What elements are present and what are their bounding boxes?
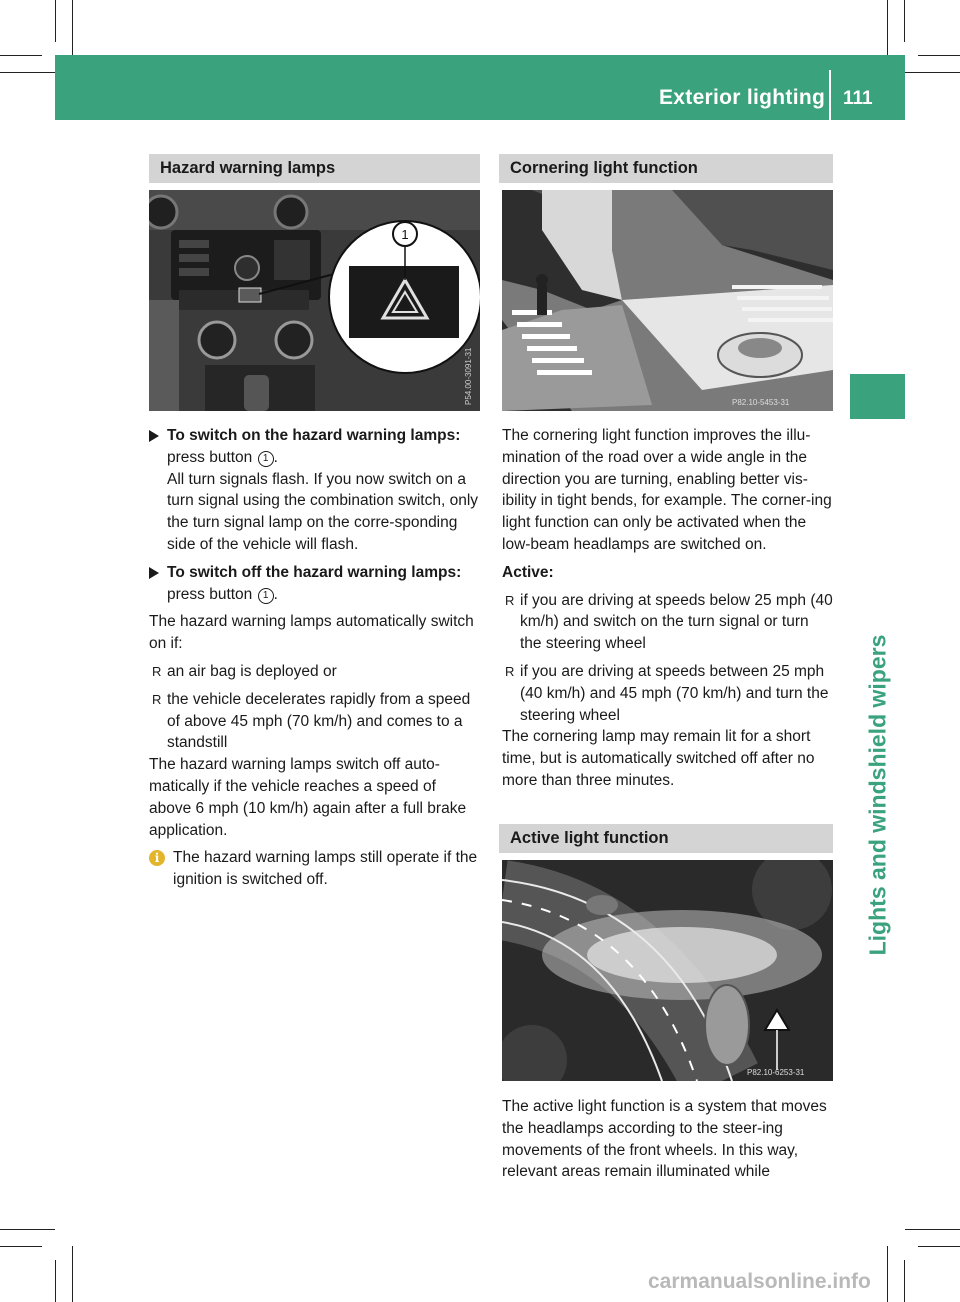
header-divider (829, 70, 831, 120)
section-heading-active-light: Active light function (499, 824, 833, 853)
image-code: P82.10-6253-31 (747, 1068, 805, 1077)
step-title: To switch off the hazard warning lamps: (167, 563, 462, 581)
list-item (502, 661, 834, 726)
list-item (502, 590, 834, 655)
image-code: P82.10-5453-31 (732, 398, 790, 407)
page-title: Exterior lighting (659, 86, 826, 109)
left-text-column (149, 425, 481, 891)
bullet-icon: R (505, 663, 515, 679)
step-text: . (273, 448, 278, 466)
crop-mark (904, 0, 905, 42)
crop-mark (55, 0, 56, 42)
hazard-switch-photo (149, 190, 480, 411)
section-heading-hazard: Hazard warning lamps (149, 154, 480, 183)
callout-1: 1 (258, 588, 274, 604)
image-code: P54.00-3091-31 (464, 347, 473, 405)
list-item-text: if you are driving at speeds between 25 mph (40 km/h) and 45 mph (70 km/h) and turn the steering wheel (520, 662, 829, 724)
right-text-column-cornering (502, 425, 834, 792)
step-arrow-icon (149, 567, 159, 579)
page-number: 111 (843, 88, 873, 109)
info-icon: i (149, 850, 165, 866)
list-item-text: if you are driving at speeds below 25 mph (40 km/h) and switch on the turn signal or turn the steering wheel (520, 591, 833, 653)
active-label: Active: (502, 563, 554, 581)
list-item (149, 661, 481, 683)
image-callout: 1 (401, 227, 409, 242)
step-title: To switch on the hazard warning lamps: (167, 427, 461, 444)
step-switch-off (149, 562, 481, 606)
chapter-tab (850, 374, 905, 419)
step-text: press button (167, 448, 257, 466)
step-action (167, 584, 481, 606)
step-text: press button (167, 585, 257, 603)
step-detail: All turn signals flash. If you now switch on a turn signal using the combination switch, only the turn signal lamp on the corre-sponding side of the vehicle will flash. (167, 470, 479, 553)
step-action (167, 447, 481, 469)
step-switch-on (149, 425, 481, 556)
callout-1: 1 (258, 451, 274, 467)
step-arrow-icon (149, 430, 159, 442)
info-note (149, 847, 481, 891)
body-paragraph: The hazard warning lamps switch off auto-matically if the vehicle reaches a speed of above 6 mph (10 km/h) again after a full brake application. (149, 756, 467, 839)
right-text-column-active (502, 1096, 834, 1183)
body-paragraph: The active light function is a system that moves the headlamps according to the steer-ing movements of the front wheels. In this way, relevant areas remain illuminated while (502, 1098, 827, 1181)
crop-mark (887, 1246, 888, 1302)
body-paragraph: The cornering light function improves the illu-mination of the road over a wide angle in the direction you are turning, enabling better vis-ibility in tight bends, for example. The corner-ing light function can only be activated when the low-beam headlamps are switched on. (502, 427, 832, 553)
crop-mark (905, 1229, 960, 1230)
section-heading-cornering: Cornering light function (499, 154, 833, 183)
cornering-light-illustration (502, 190, 833, 411)
info-note-text: The hazard warning lamps still operate if the ignition is switched off. (173, 849, 478, 889)
crop-mark (0, 1246, 42, 1247)
intro-text: The hazard warning lamps automatically switch on if: (149, 613, 474, 653)
crop-mark (72, 1246, 73, 1302)
chapter-label: Lights and windshield wipers (864, 634, 891, 956)
crop-mark (0, 55, 42, 56)
list-item-text: an air bag is deployed or (167, 662, 337, 680)
crop-mark (55, 1260, 56, 1302)
crop-mark (0, 1229, 55, 1230)
bullet-icon: R (152, 691, 162, 707)
crop-mark (918, 55, 960, 56)
step-text: . (273, 585, 278, 603)
crop-mark (72, 0, 73, 55)
active-light-illustration (502, 860, 833, 1081)
watermark: carmanualsonline.info (648, 1270, 871, 1293)
crop-mark (0, 72, 55, 73)
crop-mark (887, 0, 888, 55)
body-paragraph: The cornering lamp may remain lit for a short time, but is automatically switched off after no more than three minutes. (502, 728, 815, 789)
crop-mark (904, 1260, 905, 1302)
list-item (149, 689, 481, 754)
crop-mark (905, 72, 960, 73)
crop-mark (918, 1246, 960, 1247)
bullet-icon: R (152, 663, 162, 679)
bullet-icon: R (505, 592, 515, 608)
list-item-text: the vehicle decelerates rapidly from a speed of above 45 mph (70 km/h) and comes to a standstill (167, 690, 471, 752)
